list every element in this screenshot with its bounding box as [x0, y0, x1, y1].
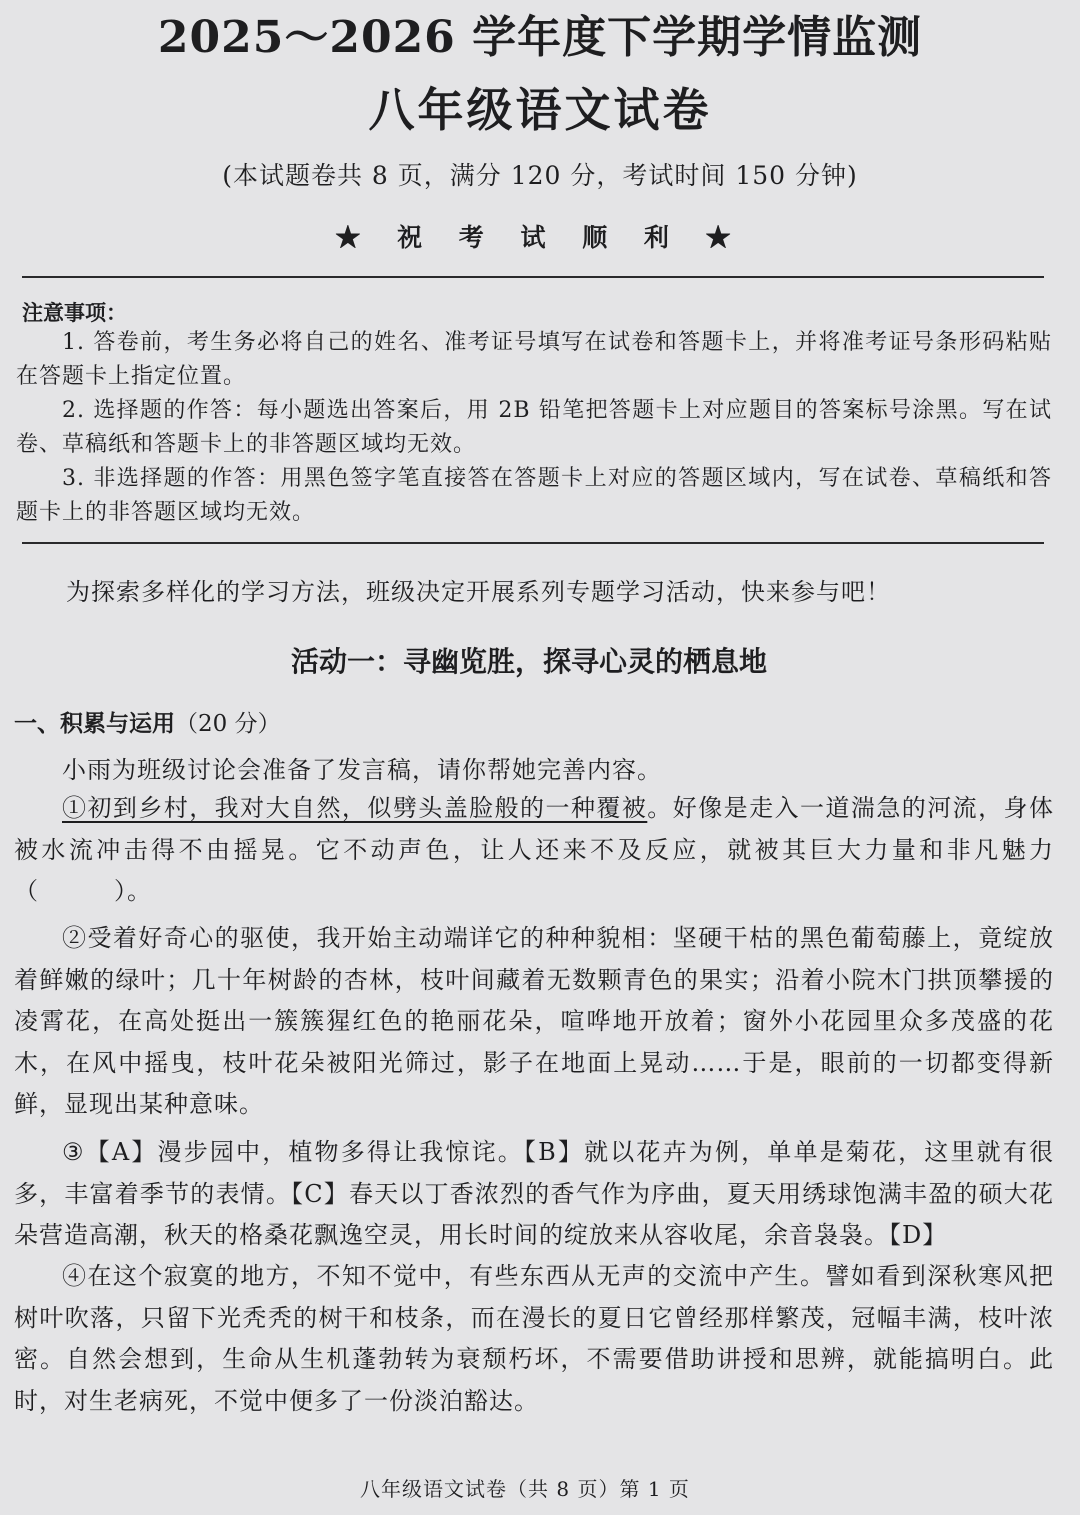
divider-bottom [22, 542, 1044, 544]
passage-paragraph-4: ④在这个寂寞的地方，不知不觉中，有些东西从无声的交流中产生。譬如看到深秋寒风把树叶吹落，只留下光秃秃的树干和枝条，而在漫长的夏日它曾经那样繁茂，冠幅丰满，枝叶浓密。自然会想到，生命从生机蓬勃转为衰颓朽坏，不需要借助讲授和思辨，就能搞明白。此时，对生老病死，不觉中便多了一份淡泊豁达。 [14, 1262, 1054, 1415]
section-score: （20 分） [175, 711, 281, 737]
note-item-1: 1. 答卷前，考生务必将自己的姓名、准考证号填写在试卷和答题卡上，并将准考证号条形码粘贴在答题卡上指定位置。 [16, 330, 1052, 389]
note-item-2: 2. 选择题的作答：每小题选出答案后，用 2B 铅笔把答题卡上对应题目的答案标号涂黑。写在试卷、草稿纸和答题卡上的非答题区域均无效。 [16, 398, 1052, 457]
exam-title-line2: 八年级语文试卷 [368, 83, 712, 137]
notes-heading: 注意事项： [22, 301, 127, 325]
passage-paragraph-2: ②受着好奇心的驱使，我开始主动端详它的种种貌相：坚硬干枯的黑色葡萄藤上，竟绽放着鲜嫩的绿叶；几十年树龄的杏林，枝叶间藏着无数颗青色的果实；沿着小院木门拱顶攀援的凌霄花，在高处挺出一簇簇猩红色的艳丽花朵，喧哗地开放着；窗外小花园里众多茂盛的花木，在风中摇曳，枝叶花朵被阳光筛过，影子在地面上晃动……于是，眼前的一切都变得新鲜，显现出某种意味。 [14, 924, 1054, 1118]
passage-paragraph-3: ③【A】漫步园中，植物多得让我惊诧。【B】就以花卉为例，单单是菊花，这里就有很多，丰富着季节的表情。【C】春天以丁香浓烈的香气作为序曲，夏天用绣球饱满丰盈的硕大花朵营造高潮，秋天的格桑花飘逸空灵，用长时间的绽放来从容收尾，余音袅袅。【D】 [14, 1138, 1054, 1249]
blessing-text: ★ 祝 考 试 顺 利 ★ [335, 223, 745, 252]
underlined-sentence: ①初到乡村，我对大自然，似劈头盖脸般的一种覆被 [62, 794, 648, 822]
section-title: 一、积累与运用 [14, 711, 175, 737]
note-item-3: 3. 非选择题的作答：用黑色签字笔直接答在答题卡上对应的答题区域内，写在试卷、草稿纸和答题卡上的非答题区域均无效。 [16, 466, 1052, 525]
page-footer: 八年级语文试卷（共 8 页）第 1 页 [360, 1477, 690, 1501]
divider-top [22, 276, 1044, 278]
activity-title: 活动一：寻幽览胜，探寻心灵的栖息地 [290, 645, 767, 678]
activity-intro: 为探索多样化的学习方法，班级决定开展系列专题学习活动，快来参与吧！ [66, 578, 891, 606]
passage-paragraph-1 [14, 788, 1054, 913]
question-lead: 小雨为班级讨论会准备了发言稿，请你帮她完善内容。 [62, 756, 662, 784]
exam-title-line1: 2025～2026 学年度下学期学情监测 [157, 12, 923, 63]
exam-info-subtitle: (本试题卷共 8 页，满分 120 分，考试时间 150 分钟) [222, 161, 858, 190]
section-heading [14, 704, 281, 744]
paragraph-1-rest: 。好像是走入一道湍急的河流，身体被水流冲击得不由摇晃。它不动声色，让人还来不及反应，就被其巨大力量和非凡魅力（ ）。 [14, 794, 1055, 905]
